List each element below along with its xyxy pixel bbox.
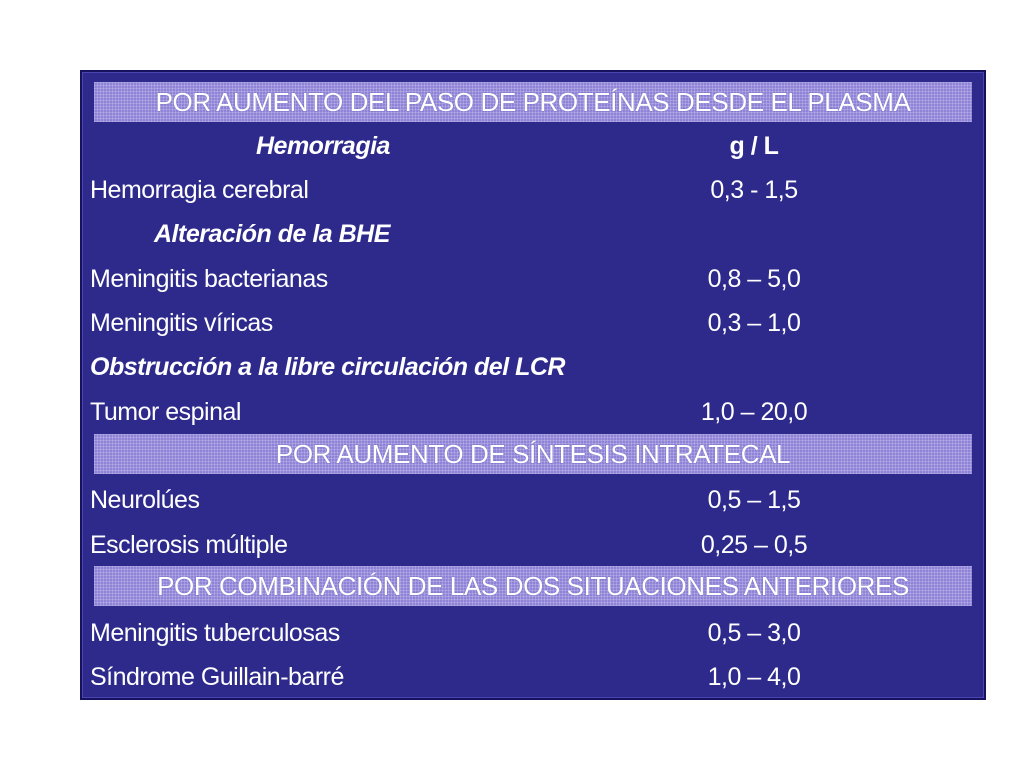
row-label: Meningitis bacterianas [90, 264, 328, 293]
column-header-row [86, 124, 968, 168]
protein-table-panel [80, 70, 986, 700]
row-label: Hemorragia cerebral [90, 175, 309, 204]
section-obstruccion [86, 345, 968, 389]
row-value: 0,3 - 1,5 [710, 175, 798, 204]
row-label: Meningitis víricas [90, 308, 273, 337]
row-value: 1,0 – 4,0 [707, 662, 801, 691]
row-value: 0,5 – 3,0 [707, 618, 801, 647]
table-row [86, 168, 968, 212]
table-row [86, 655, 968, 699]
row-value: 0,5 – 1,5 [707, 485, 801, 514]
row-value: 0,25 – 0,5 [700, 530, 808, 559]
table-row [86, 301, 968, 345]
unit-label: g / L [729, 131, 779, 160]
row-label: Síndrome Guillain-barré [90, 662, 344, 691]
row-label: Tumor espinal [90, 397, 241, 426]
header-combinacion: POR COMBINACIÓN DE LAS DOS SITUACIONES ANTERIORES [94, 566, 972, 606]
table-row [86, 611, 968, 655]
section-label: Obstrucción a la libre circulación del LCR [90, 352, 565, 381]
row-label: Esclerosis múltiple [90, 530, 288, 559]
row-value: 1,0 – 20,0 [700, 397, 808, 426]
table-row [86, 390, 968, 434]
row-value: 0,3 – 1,0 [707, 308, 801, 337]
row-label: Neurolúes [90, 485, 200, 514]
header-plasma: POR AUMENTO DEL PASO DE PROTEÍNAS DESDE EL PLASMA [94, 82, 972, 122]
row-label: Meningitis tuberculosas [90, 618, 340, 647]
table-row [86, 478, 968, 522]
table-row [86, 257, 968, 301]
header-intratecal: POR AUMENTO DE SÍNTESIS INTRATECAL [94, 434, 972, 474]
section-bhe [86, 212, 968, 256]
section-label: Alteración de la BHE [154, 219, 390, 248]
category-hemorragia: Hemorragia [256, 131, 390, 160]
row-value: 0,8 – 5,0 [707, 264, 801, 293]
table-row [86, 523, 968, 567]
